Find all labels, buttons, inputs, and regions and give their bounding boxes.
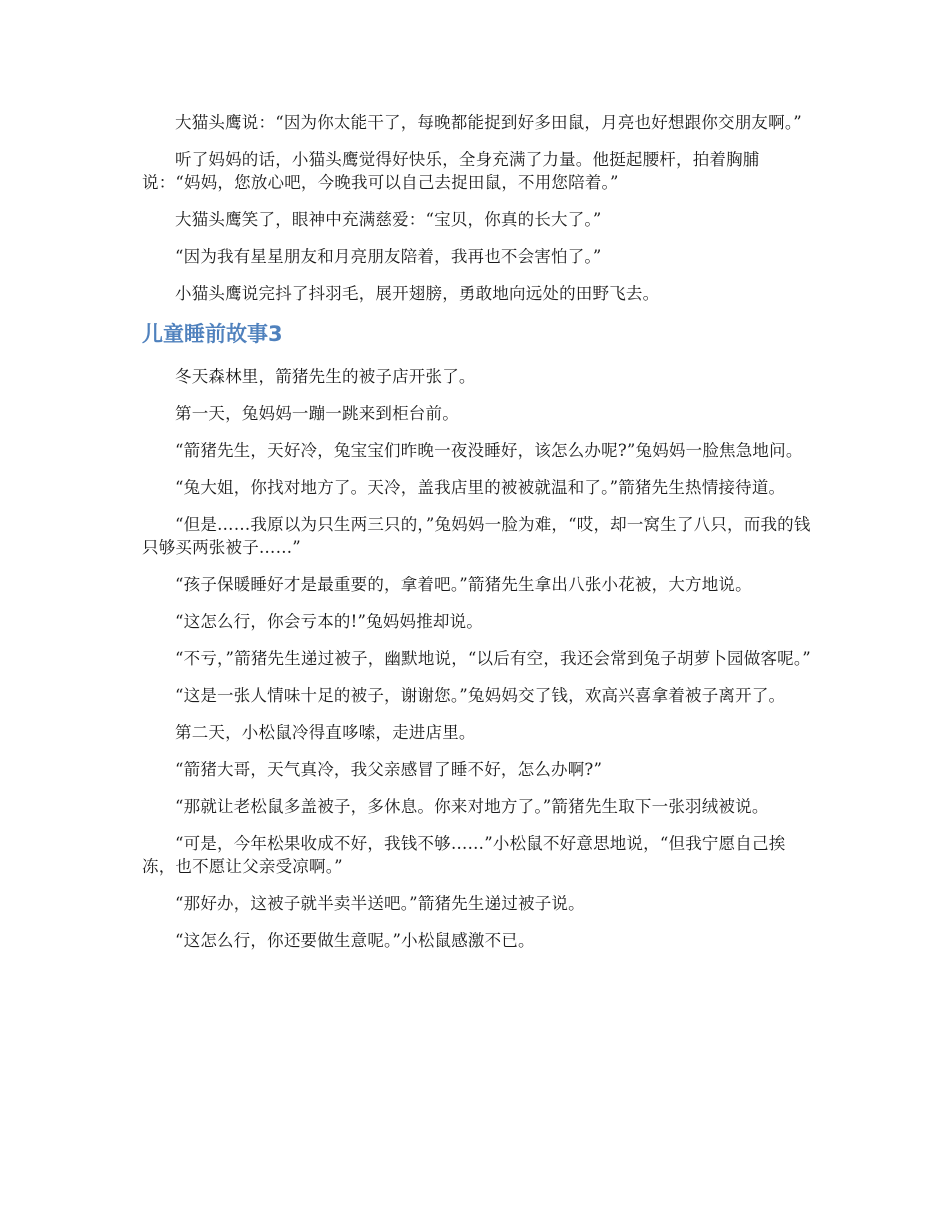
paragraph: 第一天，兔妈妈一蹦一跳来到柜台前。 bbox=[175, 404, 459, 423]
paragraph: “这怎么行，你会亏本的!”兔妈妈推却说。 bbox=[175, 612, 484, 631]
paragraph: 大猫头鹰笑了，眼神中充满慈爱：“宝贝，你真的长大了。” bbox=[175, 210, 602, 229]
paragraph: 大猫头鹰说：“因为你太能干了，每晚都能捉到好多田鼠，月亮也好想跟你交朋友啊。” bbox=[175, 113, 802, 132]
paragraph: “箭猪先生，天好冷，兔宝宝们昨晚一夜没睡好，该怎么办呢?”兔妈妈一脸焦急地问。 bbox=[175, 441, 803, 460]
paragraph: “可是，今年松果收成不好，我钱不够……”小松鼠不好意思地说，“但我宁愿自己挨冻，也不愿让父亲受凉啊。” bbox=[142, 834, 786, 876]
paragraph: “因为我有星星朋友和月亮朋友陪着，我再也不会害怕了。” bbox=[175, 247, 602, 266]
paragraph: “但是……我原以为只生两三只的，”兔妈妈一脸为难，“哎，却一窝生了八只，而我的钱只够买两张被子……” bbox=[142, 515, 811, 557]
paragraph: “这是一张人情味十足的被子，谢谢您。”兔妈妈交了钱，欢高兴喜拿着被子离开了。 bbox=[175, 686, 786, 705]
paragraph: “箭猪大哥，天气真冷，我父亲感冒了睡不好，怎么办啊?” bbox=[175, 760, 603, 779]
paragraph: “那好办，这被子就半卖半送吧。”箭猪先生递过被子说。 bbox=[175, 894, 585, 913]
document-page bbox=[142, 111, 814, 966]
paragraph: 第二天，小松鼠冷得直哆嗦，走进店里。 bbox=[175, 723, 476, 742]
paragraph: “兔大姐，你找对地方了。天冷，盖我店里的被被就温和了。”箭猪先生热情接待道。 bbox=[175, 478, 786, 497]
section-heading: 儿童睡前故事3 bbox=[142, 322, 283, 346]
paragraph: “孩子保暖睡好才是最重要的，拿着吧。”箭猪先生拿出八张小花被，大方地说。 bbox=[175, 575, 752, 594]
paragraph: 小猫头鹰说完抖了抖羽毛，展开翅膀，勇敢地向远处的田野飞去。 bbox=[175, 284, 660, 303]
paragraph: “那就让老松鼠多盖被子，多休息。你来对地方了。”箭猪先生取下一张羽绒被说。 bbox=[175, 797, 769, 816]
paragraph: 冬天森林里，箭猪先生的被子店开张了。 bbox=[175, 367, 476, 386]
paragraph: 听了妈妈的话，小猫头鹰觉得好快乐，全身充满了力量。他挺起腰杆，拍着胸脯说：“妈妈，您放心吧，今晚我可以自己去捉田鼠，不用您陪着。” bbox=[142, 150, 760, 192]
paragraph: “这怎么行，你还要做生意呢。”小松鼠感激不已。 bbox=[175, 931, 535, 950]
paragraph: “不亏，”箭猪先生递过被子，幽默地说，“以后有空，我还会常到兔子胡萝卜园做客呢。” bbox=[175, 649, 811, 668]
